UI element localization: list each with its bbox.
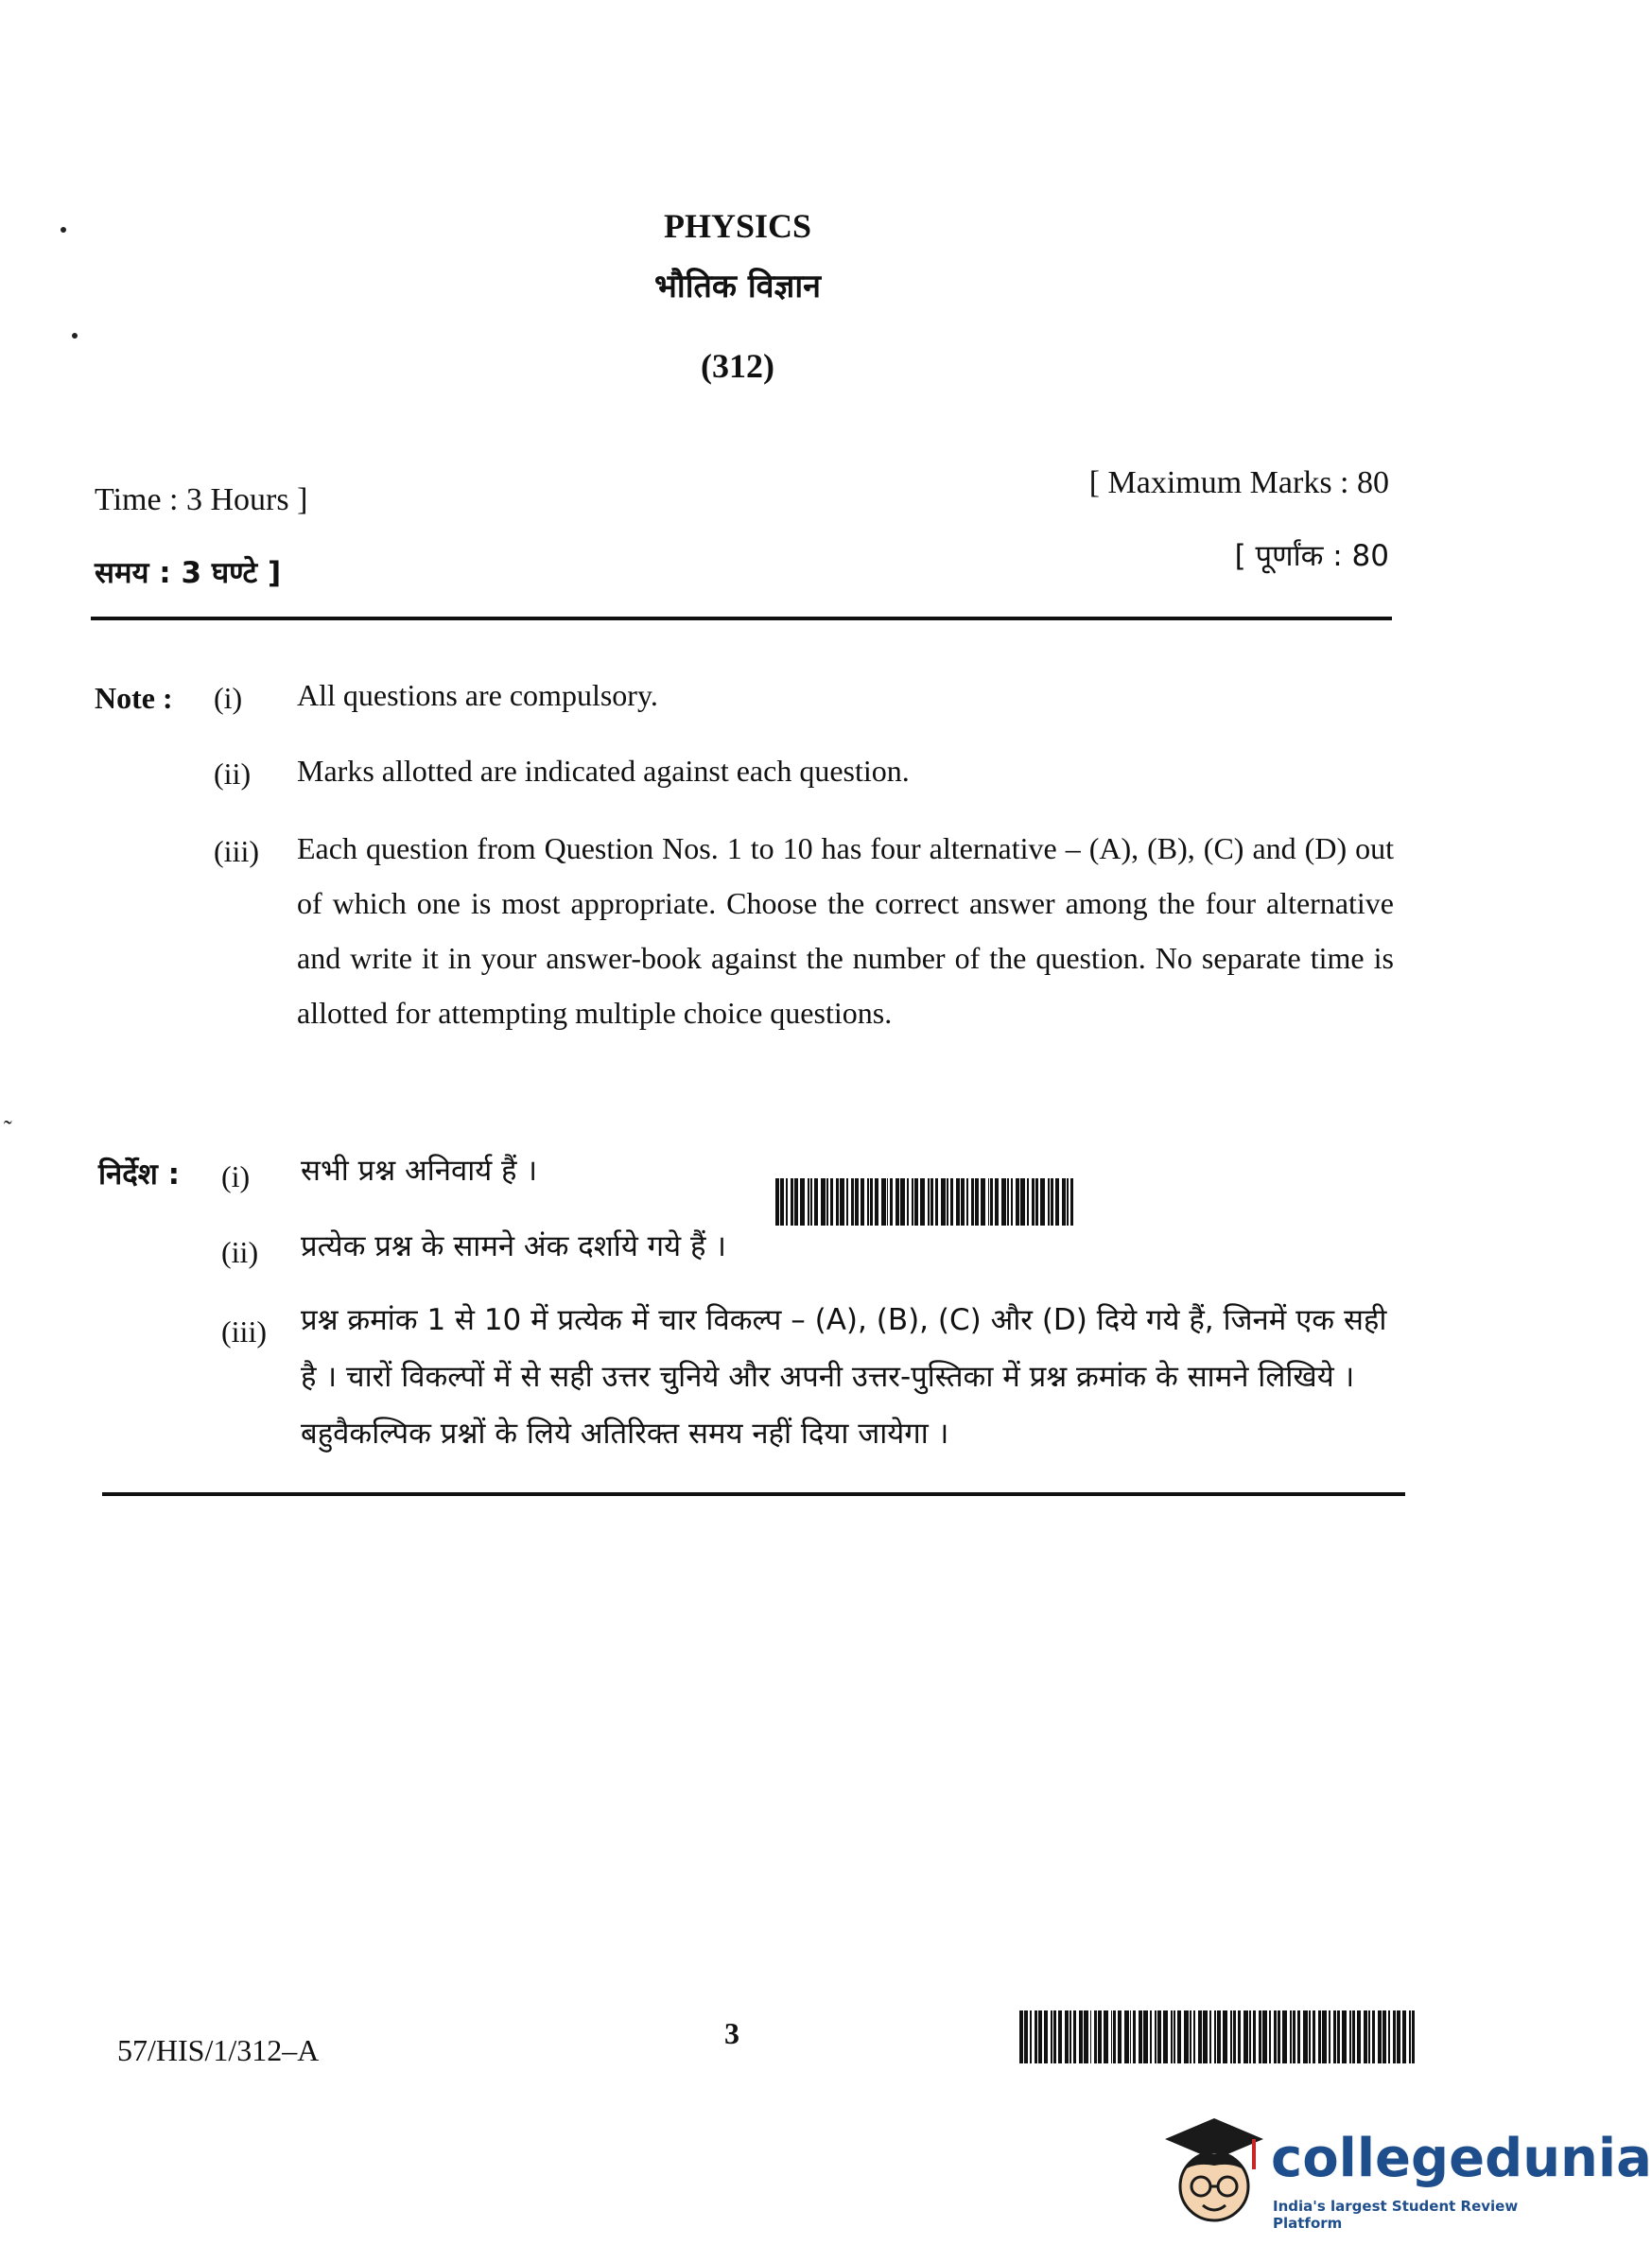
barcode-bar — [1193, 2010, 1196, 2063]
barcode-bar — [1073, 2010, 1076, 2063]
barcode-bar — [794, 1178, 798, 1226]
barcode-bar — [1233, 2010, 1236, 2063]
barcode-bar — [990, 1178, 993, 1226]
barcode-bar — [1020, 1178, 1025, 1226]
note-hindi-item-number: (i) — [221, 1159, 251, 1193]
barcode-bar — [912, 1178, 914, 1226]
brand-tagline: India's largest Student Review Platform — [1273, 2198, 1519, 2232]
barcode-bar — [1217, 2010, 1221, 2063]
barcode-bar — [896, 1178, 899, 1226]
barcode-bar — [975, 1178, 979, 1226]
barcode-bar — [1104, 2010, 1108, 2063]
barcode-bar — [1203, 2010, 1208, 2063]
barcode-bar — [1048, 1178, 1050, 1226]
barcode-bar — [914, 1178, 918, 1226]
barcode-bar — [1171, 2010, 1173, 2063]
scan-mark: ˜ — [4, 1116, 12, 1143]
barcode-bar — [1118, 2010, 1122, 2063]
barcode-bar — [966, 1178, 968, 1226]
barcode-bar — [875, 1178, 878, 1226]
barcode-bar — [1214, 2010, 1217, 2063]
barcode-bar — [1150, 2010, 1152, 2063]
barcode-bar — [1067, 1178, 1069, 1226]
barcode-bar — [1282, 2010, 1287, 2063]
footer-divider — [102, 1492, 1405, 1496]
note-item-text: All questions are compulsory. — [297, 678, 658, 712]
barcode-bar — [900, 1178, 905, 1226]
barcode-bar — [1409, 2010, 1411, 2063]
barcode-bar — [1223, 2010, 1227, 2063]
max-marks-hindi: [ पूर्णांक : 80 — [1234, 539, 1389, 573]
barcode-bar — [1388, 2010, 1390, 2063]
barcode-bar — [1313, 2010, 1315, 2063]
barcode-bar — [1303, 2010, 1308, 2063]
barcode-bar — [1290, 2010, 1292, 2063]
barcode-bar — [1016, 1178, 1019, 1226]
barcode-bar — [971, 1178, 974, 1226]
barcode-bar — [956, 1178, 960, 1226]
barcode-bar — [1038, 2010, 1042, 2063]
barcode-bar — [947, 1178, 948, 1226]
barcode-bar — [1035, 1178, 1039, 1226]
barcode-bar — [786, 1178, 788, 1226]
barcode-bar — [950, 1178, 953, 1226]
barcode-bar — [810, 1178, 813, 1226]
barcode-bar — [1084, 2010, 1088, 2063]
barcode-bar — [1143, 2010, 1148, 2063]
barcode-bar — [1402, 2010, 1407, 2063]
barcode-bar — [855, 1178, 859, 1226]
note-hindi-label: निर्देश : — [98, 1157, 180, 1192]
max-marks-english: [ Maximum Marks : 80 — [1088, 465, 1389, 500]
barcode-bar — [780, 1178, 785, 1226]
barcode-bar — [800, 1178, 805, 1226]
barcode-bar — [1378, 2010, 1382, 2063]
barcode-bar — [881, 1178, 886, 1226]
barcode-bar — [1368, 2010, 1370, 2063]
barcode-bar — [1079, 2010, 1083, 2063]
barcode-bar — [1058, 2010, 1062, 2063]
page-number: 3 — [724, 2016, 739, 2050]
note-item-number: (iii) — [214, 834, 259, 868]
barcode-bar — [1094, 2010, 1097, 2063]
barcode-bar — [861, 1178, 865, 1226]
note-item-number: (i) — [214, 681, 243, 715]
barcode-bar — [826, 1178, 828, 1226]
barcode-bar — [1190, 2010, 1191, 2063]
barcode-bar — [1238, 2010, 1242, 2063]
barcode-bar — [1297, 2010, 1301, 2063]
barcode-bar — [928, 1178, 930, 1226]
barcode-bar — [1412, 2010, 1415, 2063]
barcode-bar — [1364, 2010, 1368, 2063]
barcode-bar — [840, 1178, 844, 1226]
barcode-bar — [830, 1178, 833, 1226]
barcode-bar — [1090, 2010, 1092, 2063]
barcode-bar — [1352, 2010, 1355, 2063]
note-item-text: Marks allotted are indicated against each question. — [297, 754, 910, 788]
barcode-bar — [1333, 2010, 1336, 2063]
barcode-bar — [1259, 2010, 1262, 2063]
barcode-bar — [1069, 2010, 1071, 2063]
note-hindi-item-text: प्रश्न क्रमांक 1 से 10 में प्रत्येक में चार विकल्प – (A), (B), (C) और (D) दिये गये हैं, जिनमें एक सही है । चारों विकल्पों में से सही उत्तर चुनिये और अपनी उत्तर-पुस्तिका में प्रश्न क्रमांक के सामने लिखिये । बहुवैकल्पिक प्रश्नों के लिये अतिरिक्त समय नहीं दिया जायेगा । — [301, 1303, 1387, 1451]
barcode-bar — [1322, 2010, 1327, 2063]
barcode-bar — [1274, 2010, 1277, 2063]
barcode-bar — [1230, 2010, 1232, 2063]
barcode-bar — [941, 1178, 946, 1226]
barcode-bar — [988, 1178, 990, 1226]
barcode-bar — [935, 1178, 939, 1226]
barcode-bar — [1133, 2010, 1136, 2063]
barcode-bar — [1278, 2010, 1281, 2063]
barcode-bar — [1032, 1178, 1035, 1226]
barcode-bar — [775, 1178, 779, 1226]
barcode-bar — [1163, 2010, 1168, 2063]
barcode-bar — [846, 1178, 848, 1226]
note-hindi-item-number: (ii) — [221, 1235, 259, 1269]
barcode-bar — [1337, 2010, 1341, 2063]
barcode-bar — [1309, 2010, 1311, 2063]
barcode-bar — [836, 1178, 840, 1226]
barcode-bar — [1382, 2010, 1387, 2063]
barcode-bar — [1184, 2010, 1189, 2063]
barcode-bar — [1139, 2010, 1142, 2063]
barcode-bar — [791, 1178, 793, 1226]
barcode-bar — [1209, 2010, 1211, 2063]
brand-name: collegedunia — [1271, 2128, 1652, 2189]
barcode-bar — [1293, 2010, 1296, 2063]
barcode-bar — [1040, 1178, 1045, 1226]
barcode-bar — [1155, 2010, 1157, 2063]
subject-code: (312) — [701, 347, 774, 385]
barcode-bar — [1130, 2010, 1132, 2063]
note-hindi-item-number: (iii) — [221, 1314, 267, 1349]
barcode-bar — [1051, 1178, 1053, 1226]
header-divider — [91, 617, 1392, 620]
barcode-bar — [821, 1178, 826, 1226]
barcode-bar — [1111, 2010, 1113, 2063]
barcode-bar — [1062, 1178, 1067, 1226]
note-hindi-item-text: प्रत्येक प्रश्न के सामने अंक दर्शाये गये हैं । — [301, 1229, 727, 1263]
barcode-bar — [1001, 1178, 1006, 1226]
note-hindi-item-text: सभी प्रश्न अनिवार्य हैं । — [301, 1154, 538, 1188]
note-item-number: (ii) — [214, 757, 252, 791]
barcode-bar — [1030, 2010, 1032, 2063]
page-title: PHYSICS — [663, 207, 812, 245]
barcode-bar — [1249, 2010, 1251, 2063]
barcode-bar — [1113, 2010, 1116, 2063]
barcode-bar — [907, 1178, 909, 1226]
barcode-bar — [887, 1178, 889, 1226]
barcode-bar — [1044, 2010, 1049, 2063]
barcode-bar — [1051, 2010, 1052, 2063]
barcode-bar — [1065, 2010, 1069, 2063]
barcode-bar — [1011, 1178, 1014, 1226]
barcode-bar — [1393, 2010, 1396, 2063]
barcode-bar — [1053, 2010, 1056, 2063]
barcode-bar — [1349, 2010, 1351, 2063]
barcode-bar — [890, 1178, 893, 1226]
paper-code: 57/HIS/1/312–A — [117, 2033, 320, 2067]
scan-mark — [72, 333, 78, 339]
barcode-bar — [1397, 2010, 1400, 2063]
barcode-bar — [1174, 2010, 1176, 2063]
barcode-bar — [1357, 2010, 1361, 2063]
note-label: Note : — [95, 681, 173, 715]
barcode-bar — [1070, 1178, 1073, 1226]
note-item-text: Each question from Question Nos. 1 to 10 has four alternative – (A), (B), (C) and (D) out of which one is most appropriate. Choose the correct answer among the four alternative and write it in your answer-book against the number of the question. No separate time is allotted for attempting multiple choice questions. — [297, 831, 1394, 1030]
barcode-image — [775, 1178, 1076, 1226]
barcode-bar — [867, 1178, 869, 1226]
barcode-bar — [961, 1178, 965, 1226]
barcode-bar — [1157, 2010, 1161, 2063]
barcode-bar — [920, 1178, 925, 1226]
barcode-bar — [808, 1178, 809, 1226]
barcode-bar — [1177, 2010, 1181, 2063]
mascot-logo — [1157, 2113, 1271, 2236]
time-hindi: समय : 3 घण्टे ] — [95, 556, 282, 590]
time-english: Time : 3 Hours ] — [95, 482, 308, 517]
barcode-bar — [930, 1178, 933, 1226]
barcode-bar — [1098, 2010, 1102, 2063]
barcode-bar — [995, 1178, 999, 1226]
barcode-bar — [1124, 2010, 1129, 2063]
barcode-bar — [1262, 2010, 1267, 2063]
page-subtitle-hindi: भौतिक विज्ञान — [653, 268, 822, 305]
barcode-bar — [1243, 2010, 1248, 2063]
barcode-bar — [1342, 2010, 1347, 2063]
barcode-bar — [1024, 2010, 1029, 2063]
barcode-bar — [1027, 1178, 1029, 1226]
barcode-bar — [870, 1178, 873, 1226]
barcode-bar — [1253, 2010, 1256, 2063]
barcode-bar — [1198, 2010, 1202, 2063]
barcode-bar — [1019, 2010, 1023, 2063]
barcode-bar — [981, 1178, 985, 1226]
barcode-bar — [1035, 2010, 1037, 2063]
barcode-bar — [851, 1178, 854, 1226]
barcode-bar — [1007, 1178, 1009, 1226]
barcode-bar — [1055, 1178, 1059, 1226]
barcode-image — [1019, 2010, 1417, 2063]
barcode-bar — [1318, 2010, 1322, 2063]
barcode-bar — [1269, 2010, 1271, 2063]
barcode-bar — [1372, 2010, 1375, 2063]
barcode-bar — [1329, 2010, 1330, 2063]
barcode-bar — [814, 1178, 818, 1226]
